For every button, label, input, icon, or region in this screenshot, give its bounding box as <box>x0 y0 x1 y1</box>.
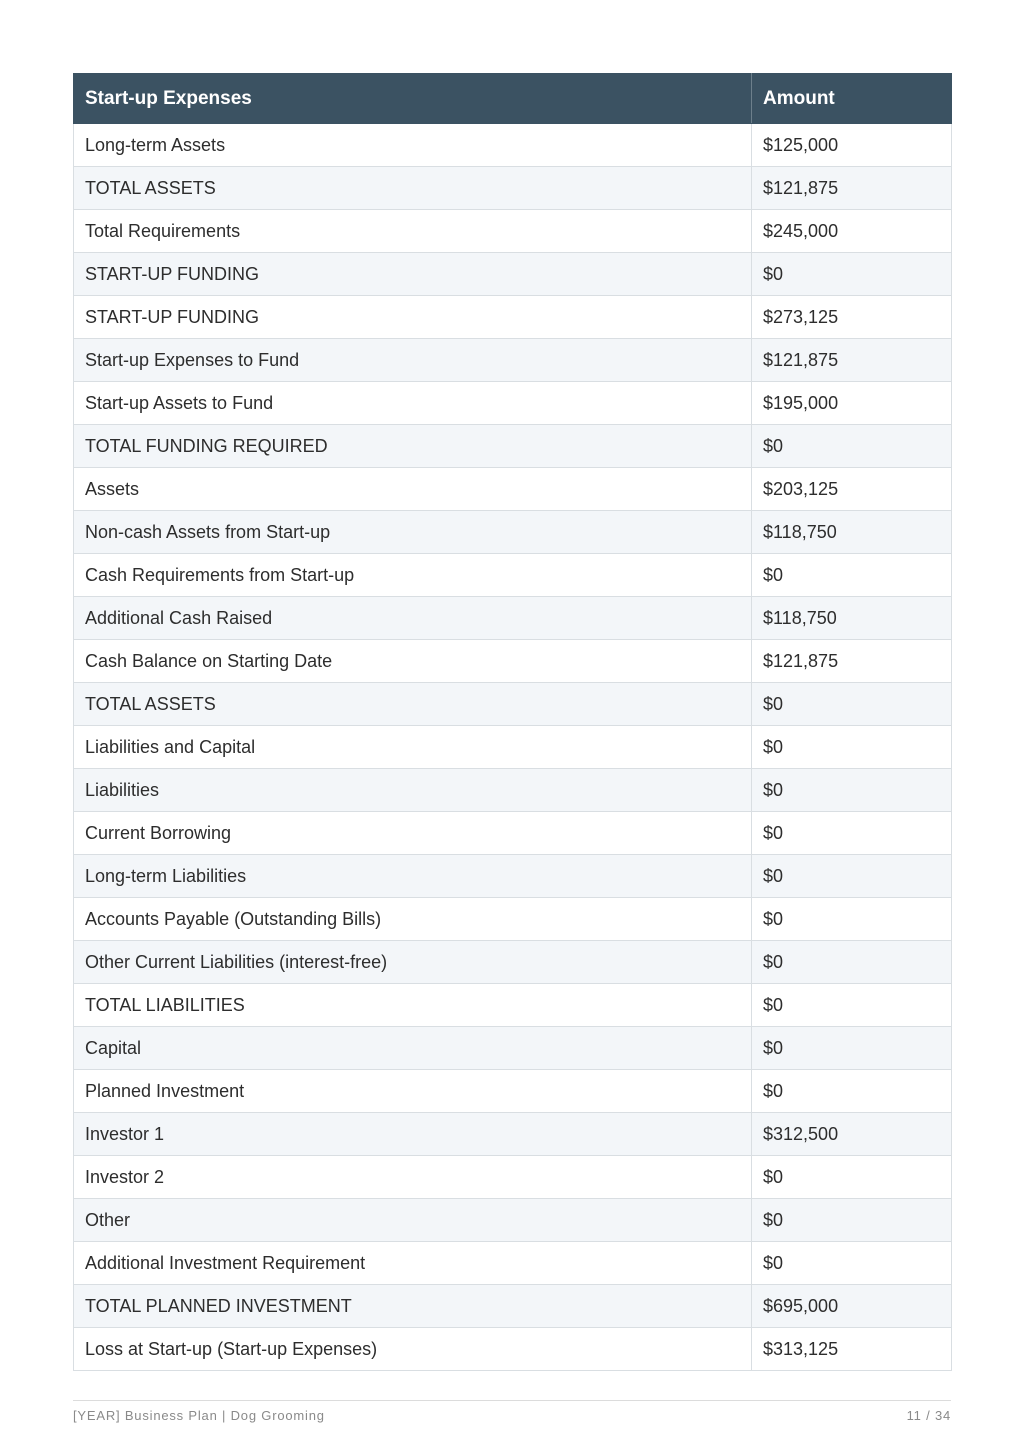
row-amount-cell: $245,000 <box>752 210 952 253</box>
row-amount-cell: $695,000 <box>752 1285 952 1328</box>
row-label-cell: Non-cash Assets from Start-up <box>74 511 752 554</box>
table-header-row <box>74 74 952 124</box>
row-amount-cell: $0 <box>752 855 952 898</box>
footer-document-title: [YEAR] Business Plan | Dog Grooming <box>73 1408 325 1423</box>
row-amount-cell: $0 <box>752 812 952 855</box>
row-label-cell: Liabilities and Capital <box>74 726 752 769</box>
row-label-cell: Cash Balance on Starting Date <box>74 640 752 683</box>
row-amount-cell: $0 <box>752 425 952 468</box>
table-row <box>74 1027 952 1070</box>
row-amount-cell: $0 <box>752 554 952 597</box>
row-amount-cell: $0 <box>752 898 952 941</box>
row-label-cell: Long-term Assets <box>74 124 752 167</box>
row-label-cell: TOTAL FUNDING REQUIRED <box>74 425 752 468</box>
table-row <box>74 425 952 468</box>
row-label-cell: Current Borrowing <box>74 812 752 855</box>
row-amount-cell: $125,000 <box>752 124 952 167</box>
table-row <box>74 382 952 425</box>
row-label-cell: START-UP FUNDING <box>74 296 752 339</box>
row-label-cell: Other Current Liabilities (interest-free) <box>74 941 752 984</box>
table-header <box>74 74 952 124</box>
row-label-cell: TOTAL PLANNED INVESTMENT <box>74 1285 752 1328</box>
column-header-amount: Amount <box>752 74 952 124</box>
table-row <box>74 769 952 812</box>
row-label-cell: TOTAL ASSETS <box>74 167 752 210</box>
row-label-cell: Start-up Expenses to Fund <box>74 339 752 382</box>
row-amount-cell: $203,125 <box>752 468 952 511</box>
row-label-cell: Long-term Liabilities <box>74 855 752 898</box>
row-amount-cell: $118,750 <box>752 511 952 554</box>
row-label-cell: Total Requirements <box>74 210 752 253</box>
table-row <box>74 253 952 296</box>
table-row <box>74 855 952 898</box>
footer-page-number: 11 / 34 <box>906 1408 951 1423</box>
table-body <box>74 124 952 1371</box>
row-amount-cell: $121,875 <box>752 640 952 683</box>
row-amount-cell: $312,500 <box>752 1113 952 1156</box>
row-amount-cell: $0 <box>752 1199 952 1242</box>
table-row <box>74 210 952 253</box>
row-label-cell: Other <box>74 1199 752 1242</box>
row-label-cell: Planned Investment <box>74 1070 752 1113</box>
row-amount-cell: $0 <box>752 253 952 296</box>
table-row <box>74 339 952 382</box>
row-amount-cell: $313,125 <box>752 1328 952 1371</box>
table-row <box>74 1156 952 1199</box>
table-row <box>74 812 952 855</box>
row-label-cell: Additional Investment Requirement <box>74 1242 752 1285</box>
table-row <box>74 640 952 683</box>
table-row <box>74 1285 952 1328</box>
table-row <box>74 683 952 726</box>
row-label-cell: START-UP FUNDING <box>74 253 752 296</box>
table-row <box>74 124 952 167</box>
row-amount-cell: $0 <box>752 769 952 812</box>
row-amount-cell: $0 <box>752 1242 952 1285</box>
row-amount-cell: $0 <box>752 683 952 726</box>
row-amount-cell: $121,875 <box>752 167 952 210</box>
table-row <box>74 1242 952 1285</box>
row-amount-cell: $0 <box>752 726 952 769</box>
row-label-cell: Assets <box>74 468 752 511</box>
table-row <box>74 1113 952 1156</box>
table-row <box>74 296 952 339</box>
row-label-cell: Capital <box>74 1027 752 1070</box>
row-label-cell: Investor 2 <box>74 1156 752 1199</box>
startup-expenses-table-container <box>73 73 951 1371</box>
page-footer <box>73 1400 951 1423</box>
row-amount-cell: $118,750 <box>752 597 952 640</box>
row-label-cell: TOTAL LIABILITIES <box>74 984 752 1027</box>
table-row <box>74 1328 952 1371</box>
table-row <box>74 597 952 640</box>
row-label-cell: TOTAL ASSETS <box>74 683 752 726</box>
row-amount-cell: $195,000 <box>752 382 952 425</box>
startup-expenses-table <box>73 73 952 1371</box>
table-row <box>74 554 952 597</box>
table-row <box>74 1070 952 1113</box>
table-row <box>74 468 952 511</box>
table-row <box>74 941 952 984</box>
row-label-cell: Accounts Payable (Outstanding Bills) <box>74 898 752 941</box>
table-row <box>74 511 952 554</box>
row-amount-cell: $121,875 <box>752 339 952 382</box>
column-header-expense: Start-up Expenses <box>74 74 752 124</box>
row-amount-cell: $273,125 <box>752 296 952 339</box>
row-label-cell: Cash Requirements from Start-up <box>74 554 752 597</box>
row-label-cell: Liabilities <box>74 769 752 812</box>
table-row <box>74 984 952 1027</box>
row-amount-cell: $0 <box>752 1156 952 1199</box>
table-row <box>74 167 952 210</box>
table-row <box>74 898 952 941</box>
row-amount-cell: $0 <box>752 1070 952 1113</box>
row-label-cell: Investor 1 <box>74 1113 752 1156</box>
row-label-cell: Loss at Start-up (Start-up Expenses) <box>74 1328 752 1371</box>
table-row <box>74 726 952 769</box>
row-amount-cell: $0 <box>752 984 952 1027</box>
table-row <box>74 1199 952 1242</box>
row-label-cell: Additional Cash Raised <box>74 597 752 640</box>
row-amount-cell: $0 <box>752 1027 952 1070</box>
row-label-cell: Start-up Assets to Fund <box>74 382 752 425</box>
row-amount-cell: $0 <box>752 941 952 984</box>
